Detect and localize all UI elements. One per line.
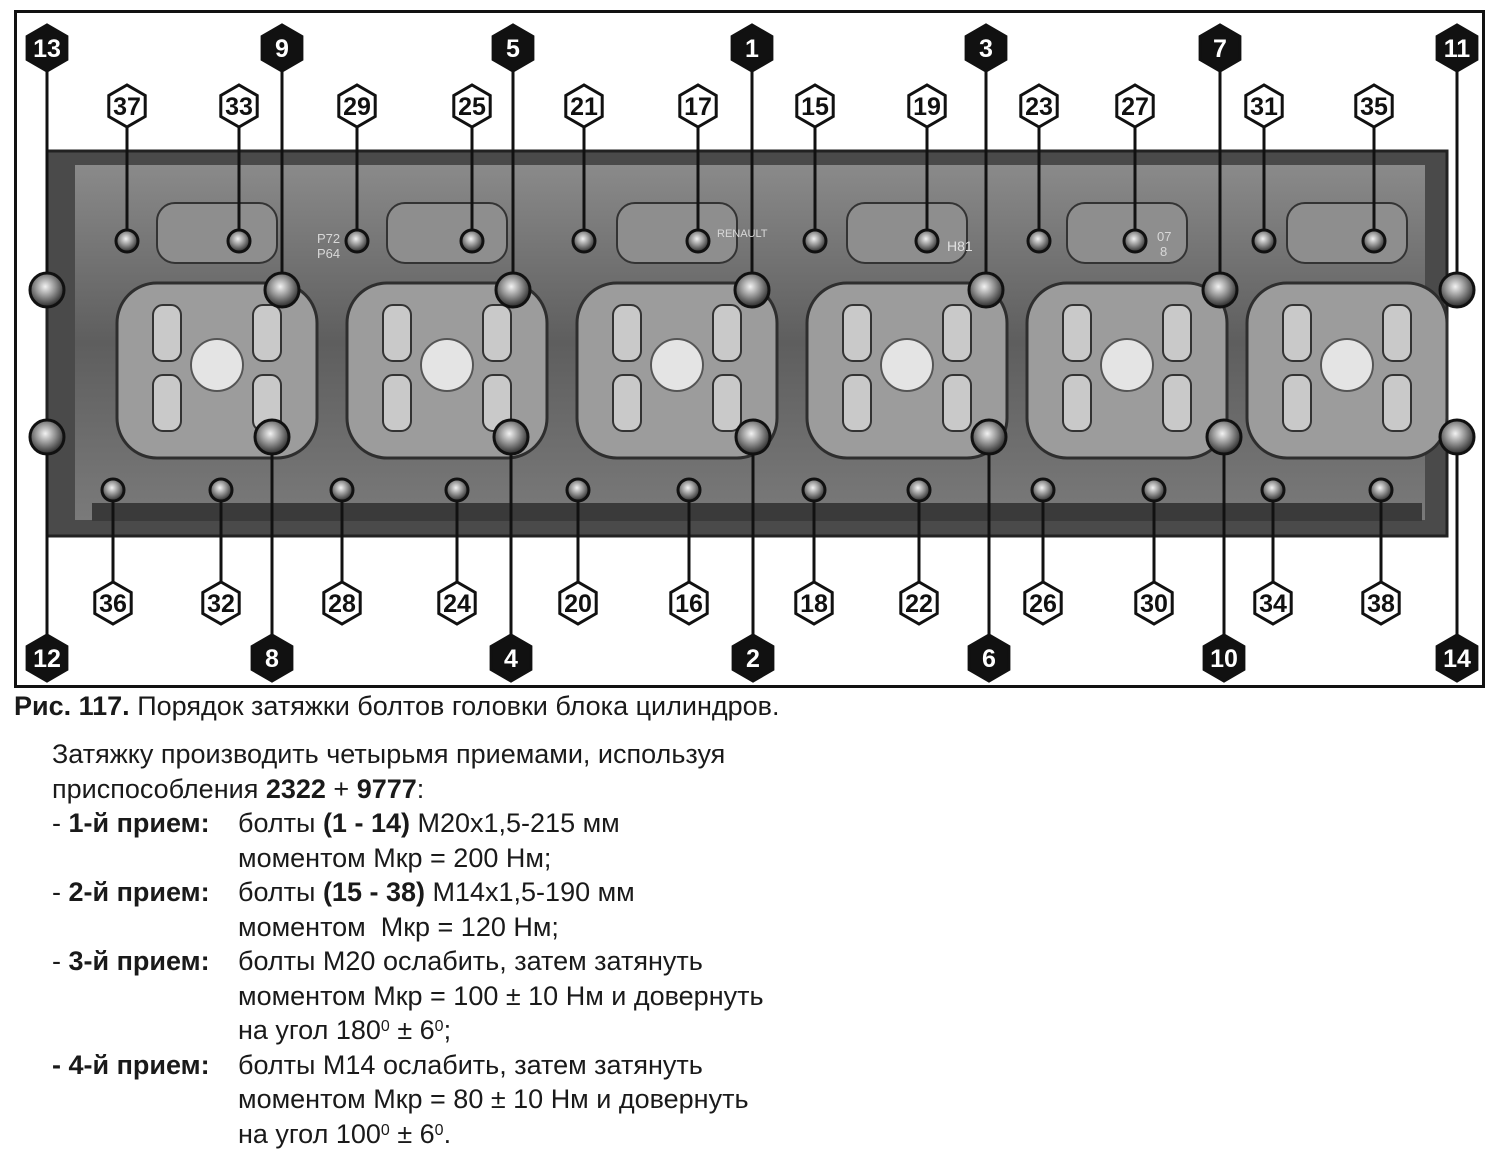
injector-seat-6 xyxy=(1321,339,1373,391)
cylinder-head-figure xyxy=(14,10,1485,688)
valve-spring xyxy=(1063,305,1091,361)
head-bolt-20 xyxy=(567,479,589,501)
head-bolt-22 xyxy=(908,479,930,501)
head-bolt-14 xyxy=(1440,420,1474,454)
bolt-badge-4 xyxy=(491,635,531,681)
head-bolt-12 xyxy=(30,420,64,454)
marking-07: 07 xyxy=(1157,229,1172,244)
head-bolt-29 xyxy=(346,230,368,252)
bolt-badge-2 xyxy=(733,635,773,681)
head-bolt-19 xyxy=(916,230,938,252)
bolt-number-8: 8 xyxy=(265,645,279,673)
step-1-spec: М20x1,5-215 мм xyxy=(417,808,620,838)
caption-prefix: Рис. 117. xyxy=(14,691,130,721)
head-bolt-16 xyxy=(678,479,700,501)
bolt-badge-1 xyxy=(732,25,772,71)
head-bolt-18 xyxy=(803,479,825,501)
head-bolt-37 xyxy=(116,230,138,252)
bolt-number-14: 14 xyxy=(1443,645,1471,673)
head-bolt-38 xyxy=(1370,479,1392,501)
rocker-plate-6 xyxy=(1287,203,1407,263)
head-bolt-24 xyxy=(446,479,468,501)
valve-spring xyxy=(1063,375,1091,431)
bolt-badge-32 xyxy=(203,582,239,624)
valve-spring xyxy=(843,375,871,431)
step-4-text: болты М14 ослабить, затем затянуть xyxy=(238,1049,703,1080)
head-bolt-6 xyxy=(972,420,1006,454)
bolt-number-7: 7 xyxy=(1213,35,1227,63)
bolt-badge-37 xyxy=(109,85,145,127)
bolt-number-29: 29 xyxy=(343,93,371,121)
step-3-angle-tol: ± 6 xyxy=(389,1015,435,1045)
bolt-badge-8 xyxy=(252,635,292,681)
step-1-bolts-word: болты xyxy=(238,808,316,838)
bolt-badge-27 xyxy=(1117,85,1153,127)
bolt-badge-24 xyxy=(439,582,475,624)
bolt-number-1: 1 xyxy=(745,35,759,63)
step-1-bolt-range: (1 - 14) xyxy=(322,808,410,838)
valve-spring xyxy=(153,305,181,361)
bolt-badge-17 xyxy=(680,85,716,127)
valve-spring xyxy=(1383,375,1411,431)
bolt-number-37: 37 xyxy=(113,93,141,121)
bolt-number-27: 27 xyxy=(1121,93,1149,121)
step-3 xyxy=(52,944,764,979)
bolt-number-25: 25 xyxy=(458,93,486,121)
head-bolt-23 xyxy=(1028,230,1050,252)
bolt-badge-23 xyxy=(1021,85,1057,127)
step-2-bolt-range: (15 - 38) xyxy=(322,877,425,907)
intro-tools-text: приспособления xyxy=(52,773,259,804)
head-bolt-13 xyxy=(30,273,64,307)
bolt-badge-38 xyxy=(1363,582,1399,624)
bolt-number-19: 19 xyxy=(913,93,941,121)
head-bolt-28 xyxy=(331,479,353,501)
bolt-badge-18 xyxy=(796,582,832,624)
valve-spring xyxy=(713,375,741,431)
bolt-badge-16 xyxy=(671,582,707,624)
head-bolt-25 xyxy=(461,230,483,252)
step-3-angle-prefix: на угол 180 xyxy=(238,1015,381,1045)
bolt-badge-33 xyxy=(221,85,257,127)
bolt-number-4: 4 xyxy=(504,645,518,673)
head-bolt-30 xyxy=(1143,479,1165,501)
caption-text: Порядок затяжки болтов головки блока цилиндров. xyxy=(137,691,780,721)
bolt-number-33: 33 xyxy=(225,93,253,121)
head-bolt-33 xyxy=(228,230,250,252)
valve-spring xyxy=(1163,305,1191,361)
bolt-badge-25 xyxy=(454,85,490,127)
valve-spring xyxy=(383,305,411,361)
bolt-number-38: 38 xyxy=(1367,590,1395,618)
intro-line-2 xyxy=(52,772,764,807)
injector-seat-4 xyxy=(881,339,933,391)
bolt-badge-22 xyxy=(901,582,937,624)
step-3-torque-text: моментом Мкр = 100 ± 10 Нм и довернуть xyxy=(238,980,764,1011)
bolt-badge-34 xyxy=(1255,582,1291,624)
bolt-number-22: 22 xyxy=(905,590,933,618)
bolt-badge-36 xyxy=(95,582,131,624)
step-2-bolts-word: болты xyxy=(238,877,316,907)
step-4-degree-2: 0 xyxy=(434,1121,444,1139)
head-bolt-5 xyxy=(496,273,530,307)
bolt-badge-31 xyxy=(1246,85,1282,127)
step-3-label: 3-й прием: xyxy=(68,946,210,976)
marking-8: 8 xyxy=(1160,244,1168,259)
step-1-torque-text: моментом Мкр = 200 Нм; xyxy=(238,842,552,873)
valve-spring xyxy=(483,305,511,361)
valve-spring xyxy=(153,375,181,431)
valve-spring xyxy=(613,375,641,431)
cylinder-head-diagram xyxy=(17,13,1482,685)
step-1-label: 1-й прием: xyxy=(68,808,210,838)
bolt-number-36: 36 xyxy=(99,590,127,618)
bolt-number-5: 5 xyxy=(506,35,520,63)
head-bolt-2 xyxy=(736,420,770,454)
bolt-number-12: 12 xyxy=(33,645,61,673)
marking-p64: P64 xyxy=(317,246,341,261)
tool-2322: 2322 xyxy=(265,773,326,804)
bolt-number-23: 23 xyxy=(1025,93,1053,121)
head-bolt-31 xyxy=(1253,230,1275,252)
valve-spring xyxy=(613,305,641,361)
bolt-number-30: 30 xyxy=(1140,590,1168,618)
step-3-degree: 0 xyxy=(380,1018,390,1035)
bolt-number-13: 13 xyxy=(33,35,61,63)
head-bolt-21 xyxy=(573,230,595,252)
bolt-badge-13 xyxy=(27,25,67,71)
bolt-number-3: 3 xyxy=(979,35,993,63)
valve-spring xyxy=(713,305,741,361)
step-1-torque xyxy=(52,841,764,876)
head-bolt-35 xyxy=(1363,230,1385,252)
valve-spring xyxy=(1383,305,1411,361)
valve-spring xyxy=(943,375,971,431)
head-bolt-1 xyxy=(735,273,769,307)
injector-seat-3 xyxy=(651,339,703,391)
tool-9777: 9777 xyxy=(356,773,417,804)
bolt-badge-20 xyxy=(560,582,596,624)
step-1 xyxy=(52,806,764,841)
bolt-number-17: 17 xyxy=(684,93,712,121)
bolt-number-26: 26 xyxy=(1029,590,1057,618)
bolt-badge-28 xyxy=(324,582,360,624)
valve-spring xyxy=(1283,305,1311,361)
head-bolt-4 xyxy=(494,420,528,454)
head-bolt-3 xyxy=(969,273,1003,307)
rocker-plate-1 xyxy=(157,203,277,263)
step-2-label: 2-й прием: xyxy=(68,877,210,907)
step-4-torque xyxy=(52,1082,764,1117)
bolt-badge-30 xyxy=(1136,582,1172,624)
step-4-label: 4-й прием: xyxy=(68,1049,210,1080)
step-3-dash: - xyxy=(52,946,61,976)
head-bolt-32 xyxy=(210,479,232,501)
step-4-dash: - xyxy=(52,1049,61,1080)
bolt-badge-19 xyxy=(909,85,945,127)
bolt-badge-35 xyxy=(1356,85,1392,127)
bolt-badge-21 xyxy=(566,85,602,127)
step-4-torque-text: моментом Мкр = 80 ± 10 Нм и довернуть xyxy=(238,1084,749,1114)
bolt-number-34: 34 xyxy=(1259,590,1287,618)
bolt-number-16: 16 xyxy=(675,590,703,618)
intro-line-1: Затяжку производить четырьмя приемами, используя xyxy=(52,739,726,769)
bolt-badge-6 xyxy=(969,635,1009,681)
bolt-badge-9 xyxy=(262,25,302,71)
head-bolt-36 xyxy=(102,479,124,501)
head-bolt-8 xyxy=(255,420,289,454)
valve-spring xyxy=(1283,375,1311,431)
bolt-number-28: 28 xyxy=(328,590,356,618)
step-4-angle xyxy=(52,1117,764,1152)
step-4-angle-end: . xyxy=(443,1118,452,1149)
step-3-angle xyxy=(52,1013,764,1048)
bolt-badge-14 xyxy=(1437,635,1477,681)
bolt-number-32: 32 xyxy=(207,590,235,618)
head-bolt-7 xyxy=(1203,273,1237,307)
head-bolt-11 xyxy=(1440,273,1474,307)
step-3-degree-2: 0 xyxy=(434,1018,444,1035)
head-bolt-26 xyxy=(1032,479,1054,501)
bolt-badge-11 xyxy=(1437,25,1477,71)
bolt-number-35: 35 xyxy=(1360,93,1388,121)
bolt-number-20: 20 xyxy=(564,590,592,618)
injector-seat-2 xyxy=(421,339,473,391)
bolt-number-21: 21 xyxy=(570,93,598,121)
bolt-badge-15 xyxy=(797,85,833,127)
marking-p72: P72 xyxy=(317,231,341,246)
bolt-badge-3 xyxy=(966,25,1006,71)
valve-spring xyxy=(1163,375,1191,431)
head-bolt-17 xyxy=(687,230,709,252)
step-2-dash: - xyxy=(52,877,61,907)
bolt-number-11: 11 xyxy=(1443,35,1471,63)
bolt-badge-26 xyxy=(1025,582,1061,624)
head-bolt-15 xyxy=(804,230,826,252)
head-bolt-9 xyxy=(265,273,299,307)
injector-seat-5 xyxy=(1101,339,1153,391)
valve-spring xyxy=(253,305,281,361)
bolt-number-18: 18 xyxy=(800,590,828,618)
figure-caption xyxy=(14,691,780,722)
step-4 xyxy=(52,1048,764,1083)
valve-spring xyxy=(383,375,411,431)
step-2-spec: М14x1,5-190 мм xyxy=(432,877,635,907)
rocker-plate-2 xyxy=(387,203,507,263)
bolt-number-24: 24 xyxy=(443,590,471,618)
rocker-plate-4 xyxy=(847,203,967,263)
marking-renault: RENAULT xyxy=(717,228,768,240)
tightening-instructions xyxy=(52,737,764,1151)
bolt-badge-7 xyxy=(1200,25,1240,71)
head-bolt-27 xyxy=(1124,230,1146,252)
step-3-torque xyxy=(52,979,764,1014)
head-bolt-10 xyxy=(1207,420,1241,454)
bolt-badge-29 xyxy=(339,85,375,127)
bolt-number-31: 31 xyxy=(1250,93,1278,121)
bolt-number-2: 2 xyxy=(746,645,760,673)
valve-spring xyxy=(843,305,871,361)
step-1-dash: - xyxy=(52,808,61,838)
bolt-badge-10 xyxy=(1204,635,1244,681)
bolt-number-15: 15 xyxy=(801,93,829,121)
bolt-badge-12 xyxy=(27,635,67,681)
marking-h81: H81 xyxy=(947,238,973,254)
bolt-number-6: 6 xyxy=(982,645,996,673)
intro-colon: : xyxy=(416,773,425,804)
bolt-number-10: 10 xyxy=(1210,645,1238,673)
step-4-angle-tol: ± 6 xyxy=(389,1118,435,1149)
step-2-torque-text: моментом Мкр = 120 Нм; xyxy=(238,911,559,942)
bolt-number-9: 9 xyxy=(275,35,289,63)
step-4-angle-prefix: на угол 100 xyxy=(238,1118,381,1149)
step-2 xyxy=(52,875,764,910)
step-2-torque xyxy=(52,910,764,945)
step-4-degree: 0 xyxy=(380,1121,390,1139)
head-bolt-34 xyxy=(1262,479,1284,501)
step-3-text: болты М20 ослабить, затем затянуть xyxy=(238,946,703,976)
bolt-badge-5 xyxy=(493,25,533,71)
step-3-angle-end: ; xyxy=(443,1015,452,1045)
tool-plus: + xyxy=(333,773,350,804)
injector-seat-1 xyxy=(191,339,243,391)
valve-spring xyxy=(943,305,971,361)
